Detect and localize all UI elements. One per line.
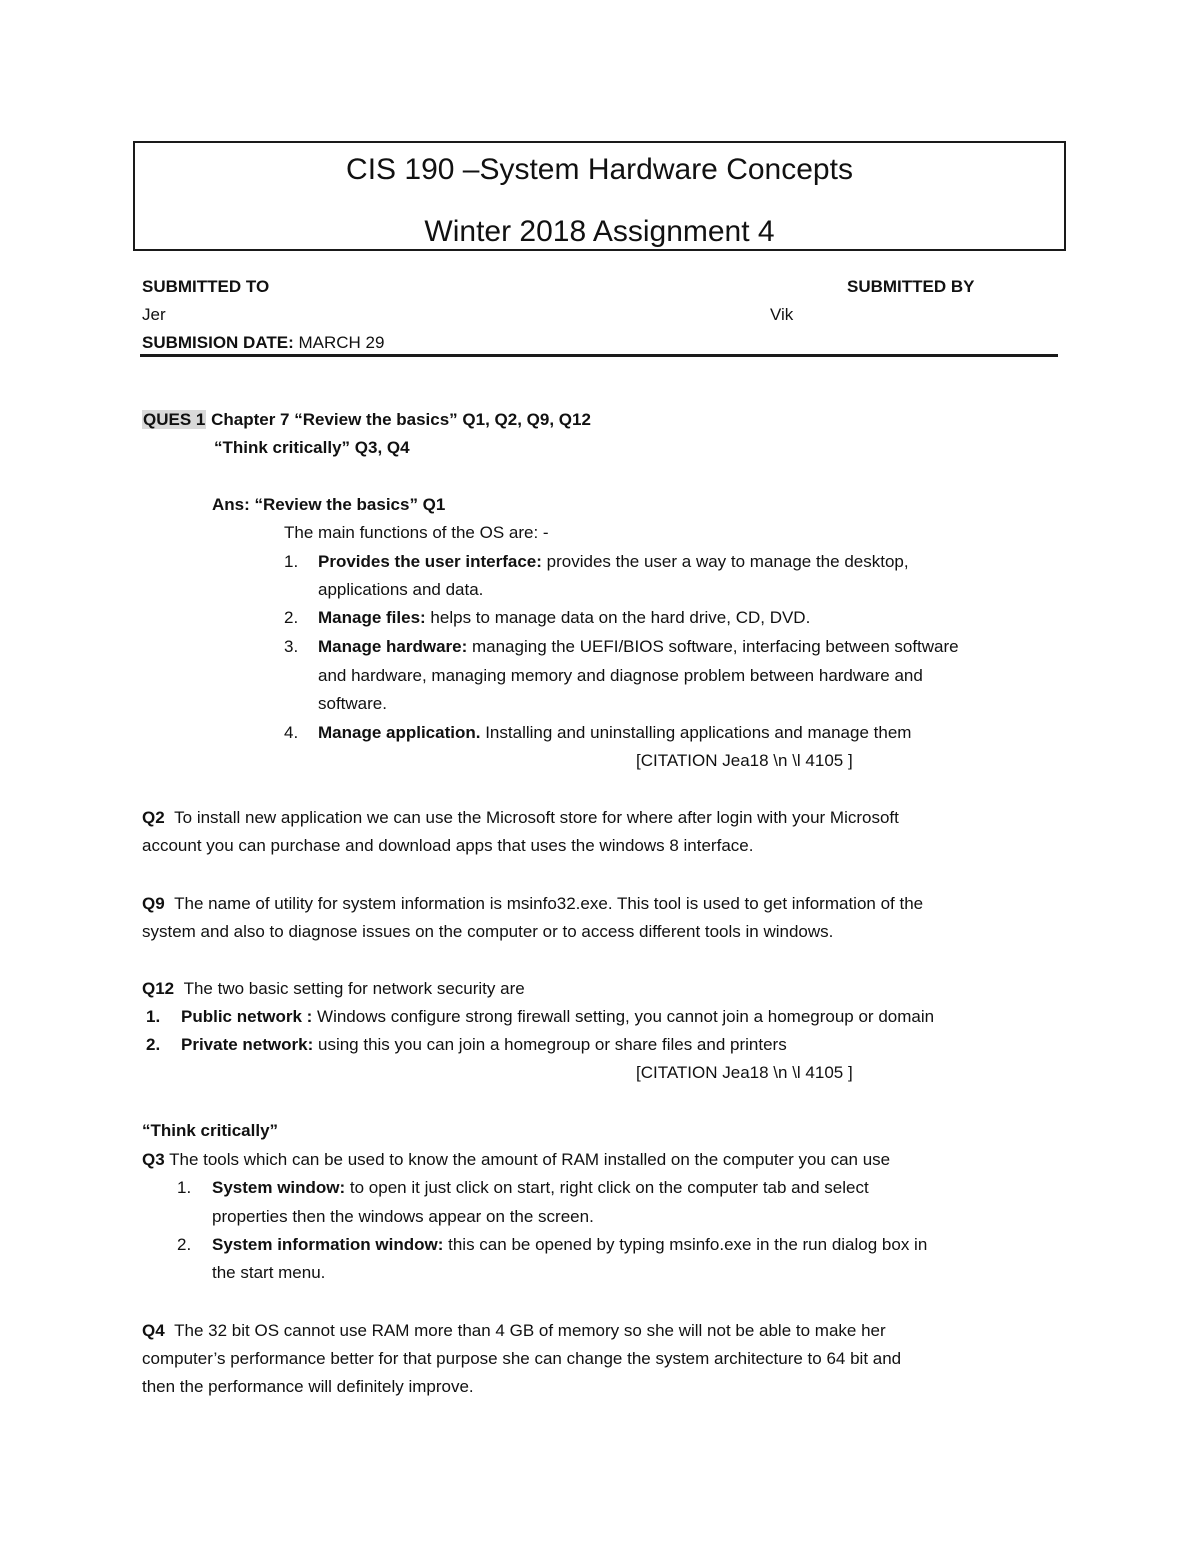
q4-text-1: The 32 bit OS cannot use RAM more than 4 GB of memory so she will not be able to make her <box>174 1321 886 1340</box>
q2-text-1: To install new application we can use the Microsoft store for where after login with your Microsoft <box>174 808 899 827</box>
q4-line-3: then the performance will definitely improve. <box>142 1377 474 1396</box>
q9-line-2: system and also to diagnose issues on the computer or to access different tools in windows. <box>142 922 834 941</box>
q3-intro: The tools which can be used to know the amount of RAM installed on the computer you can use <box>169 1150 891 1169</box>
q3-item-1-text: to open it just click on start, right click on the computer tab and select <box>345 1178 869 1197</box>
q3-label: Q3 <box>142 1150 165 1169</box>
q3-intro-line <box>142 1150 890 1170</box>
submitted-to-label: SUBMITTED TO <box>142 277 270 296</box>
q3-item-2-cont: the start menu. <box>212 1263 326 1282</box>
q1-item-4-num: 4. <box>284 723 299 742</box>
q1-item-3-cont-1: and hardware, managing memory and diagnose problem between hardware and <box>318 666 923 685</box>
q12-label: Q12 <box>142 979 175 998</box>
date-value: MARCH 29 <box>298 333 385 352</box>
q9-line-1 <box>142 894 923 914</box>
q1-tag: QUES 1 <box>143 410 206 429</box>
q1-item-4-text: Installing and uninstalling applications and manage them <box>480 723 912 742</box>
q12-item-1-text: Windows configure strong firewall setting, you cannot join a homegroup or domain <box>312 1007 935 1026</box>
q1-item-1-text: provides the user a way to manage the desktop, <box>541 552 909 571</box>
q1-heading: Chapter 7 “Review the basics” Q1, Q2, Q9, Q12 <box>211 410 591 429</box>
q12-intro-line <box>142 979 525 999</box>
q12-item-1-num: 1. <box>146 1007 161 1026</box>
q3-item-1-num: 1. <box>177 1178 192 1197</box>
q4-line-1 <box>142 1321 886 1341</box>
q12-intro: The two basic setting for network security are <box>183 979 525 998</box>
q4-line-2: computer’s performance better for that purpose she can change the system architecture to 64 bit and <box>142 1349 902 1368</box>
q12-item-2-bold: Private network: <box>181 1035 314 1054</box>
q1-item-4-bold: Manage application. <box>318 723 481 742</box>
q3-item-1 <box>212 1178 869 1198</box>
q3-item-1-bold: System window: <box>212 1178 346 1197</box>
q12-item-1 <box>181 1007 934 1027</box>
title-box <box>133 141 1066 251</box>
q12-citation: [CITATION Jea18 \n \l 4105 ] <box>636 1063 853 1082</box>
q1-item-2-text: helps to manage data on the hard drive, CD, DVD. <box>425 608 811 627</box>
think-heading: “Think critically” <box>142 1121 279 1140</box>
q1-item-3-text: managing the UEFI/BIOS software, interfacing between software <box>467 637 959 656</box>
q3-item-1-cont: properties then the windows appear on the screen. <box>212 1207 594 1226</box>
q1-item-2-bold: Manage files: <box>318 608 426 627</box>
q3-item-2-text: this can be opened by typing msinfo.exe in the run dialog box in <box>443 1235 928 1254</box>
q1-intro: The main functions of the OS are: - <box>284 523 549 542</box>
q1-item-2 <box>318 608 810 628</box>
submission-date-line <box>142 333 384 353</box>
q1-item-1-bold: Provides the user interface: <box>318 552 542 571</box>
q1-item-1-num: 1. <box>284 552 299 571</box>
q1-item-3-bold: Manage hardware: <box>318 637 468 656</box>
q2-line-2: account you can purchase and download apps that uses the windows 8 interface. <box>142 836 754 855</box>
assignment-title: Winter 2018 Assignment 4 <box>424 215 775 248</box>
q3-item-2 <box>212 1235 927 1255</box>
q1-item-4 <box>318 723 911 743</box>
header-rule <box>140 354 1058 357</box>
q1-item-3-cont-2: software. <box>318 694 387 713</box>
q1-citation: [CITATION Jea18 \n \l 4105 ] <box>636 751 853 770</box>
q12-item-1-bold: Public network : <box>181 1007 313 1026</box>
q1-item-3-num: 3. <box>284 637 299 656</box>
q9-label: Q9 <box>142 894 165 913</box>
q1-heading-line <box>142 410 591 430</box>
q1-item-2-num: 2. <box>284 608 299 627</box>
q12-item-2 <box>181 1035 787 1055</box>
q9-text-1: The name of utility for system information is msinfo32.exe. This tool is used to get information of the <box>174 894 924 913</box>
q1-sub-heading: “Think critically” Q3, Q4 <box>214 438 410 457</box>
q1-answer-heading: Ans: “Review the basics” Q1 <box>212 495 446 514</box>
q3-item-2-num: 2. <box>177 1235 192 1254</box>
q1-item-3 <box>318 637 959 657</box>
q3-item-2-bold: System information window: <box>212 1235 444 1254</box>
q12-item-2-num: 2. <box>146 1035 161 1054</box>
q1-item-1-cont: applications and data. <box>318 580 484 599</box>
date-label: SUBMISION DATE: <box>142 333 294 352</box>
q12-item-2-text: using this you can join a homegroup or share files and printers <box>313 1035 787 1054</box>
q2-label: Q2 <box>142 808 165 827</box>
q1-item-1 <box>318 552 909 572</box>
submitted-by-value: Vik <box>770 305 794 324</box>
course-title: CIS 190 –System Hardware Concepts <box>346 153 853 186</box>
submitted-to-value: Jer <box>142 305 166 324</box>
q2-line-1 <box>142 808 899 828</box>
q4-label: Q4 <box>142 1321 165 1340</box>
submitted-by-label: SUBMITTED BY <box>847 277 975 296</box>
